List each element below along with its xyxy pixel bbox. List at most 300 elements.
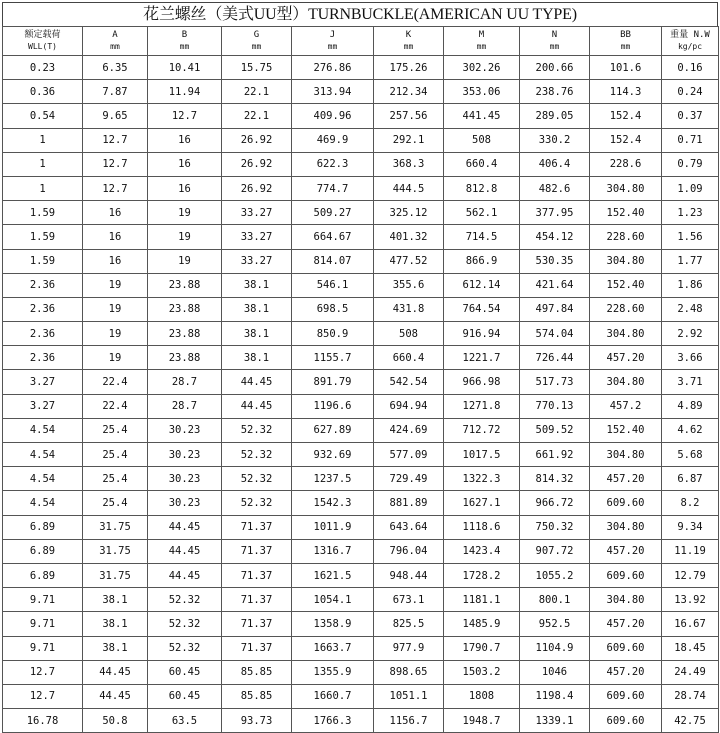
table-cell: 63.5 [148, 709, 222, 733]
table-cell: 482.6 [520, 176, 590, 200]
table-cell: 4.54 [3, 467, 83, 491]
table-cell: 660.4 [444, 152, 520, 176]
table-cell: 1271.8 [444, 394, 520, 418]
turnbuckle-spec-table [2, 26, 719, 733]
table-cell: 12.7 [83, 152, 148, 176]
table-cell: 694.94 [374, 394, 444, 418]
table-cell: 257.56 [374, 104, 444, 128]
table-cell: 1055.2 [520, 563, 590, 587]
table-cell: 16 [83, 201, 148, 225]
table-row [3, 297, 719, 321]
table-cell: 60.45 [148, 660, 222, 684]
table-cell: 1728.2 [444, 563, 520, 587]
table-cell: 9.71 [3, 588, 83, 612]
table-cell: 866.9 [444, 249, 520, 273]
table-cell: 23.88 [148, 346, 222, 370]
table-cell: 16 [148, 152, 222, 176]
table-cell: 457.2 [590, 394, 662, 418]
table-cell: 60.45 [148, 684, 222, 708]
table-cell: 6.89 [3, 563, 83, 587]
table-row [3, 322, 719, 346]
table-cell: 44.45 [222, 394, 292, 418]
column-header-label: M [478, 30, 485, 40]
table-cell: 774.7 [292, 176, 374, 200]
table-cell: 71.37 [222, 588, 292, 612]
table-cell: 38.1 [222, 273, 292, 297]
table-cell: 30.23 [148, 418, 222, 442]
table-cell: 627.89 [292, 418, 374, 442]
table-cell: 19 [83, 322, 148, 346]
table-cell: 23.88 [148, 273, 222, 297]
table-cell: 38.1 [83, 588, 148, 612]
table-cell: 1.77 [662, 249, 719, 273]
table-cell: 1322.3 [444, 467, 520, 491]
table-cell: 330.2 [520, 128, 590, 152]
table-cell: 4.89 [662, 394, 719, 418]
table-cell: 228.60 [590, 225, 662, 249]
table-cell: 562.1 [444, 201, 520, 225]
table-cell: 1051.1 [374, 684, 444, 708]
table-cell: 517.73 [520, 370, 590, 394]
table-cell: 2.36 [3, 322, 83, 346]
table-cell: 304.80 [590, 443, 662, 467]
table-cell: 1237.5 [292, 467, 374, 491]
table-cell: 38.1 [222, 346, 292, 370]
table-cell: 5.68 [662, 443, 719, 467]
table-cell: 25.4 [83, 491, 148, 515]
table-cell: 325.12 [374, 201, 444, 225]
table-cell: 52.32 [222, 467, 292, 491]
table-cell: 966.72 [520, 491, 590, 515]
table-cell: 698.5 [292, 297, 374, 321]
table-cell: 52.32 [148, 636, 222, 660]
table-cell: 1221.7 [444, 346, 520, 370]
table-cell: 457.20 [590, 660, 662, 684]
table-cell: 304.80 [590, 249, 662, 273]
table-cell: 1627.1 [444, 491, 520, 515]
table-cell: 622.3 [292, 152, 374, 176]
table-cell: 26.92 [222, 128, 292, 152]
table-cell: 22.4 [83, 370, 148, 394]
table-cell: 3.27 [3, 370, 83, 394]
table-cell: 770.13 [520, 394, 590, 418]
table-cell: 1011.9 [292, 515, 374, 539]
table-cell: 2.36 [3, 273, 83, 297]
table-cell: 13.92 [662, 588, 719, 612]
column-header-label: 额定载荷 [24, 30, 61, 40]
table-cell: 52.32 [148, 612, 222, 636]
table-row [3, 467, 719, 491]
table-row [3, 346, 719, 370]
table-cell: 0.23 [3, 56, 83, 80]
column-header-unit: WLL(T) [28, 42, 57, 51]
table-row [3, 612, 719, 636]
table-cell: 11.19 [662, 539, 719, 563]
table-cell: 228.60 [590, 297, 662, 321]
table-cell: 9.71 [3, 612, 83, 636]
table-cell: 19 [83, 346, 148, 370]
table-cell: 907.72 [520, 539, 590, 563]
table-cell: 52.32 [222, 418, 292, 442]
table-cell: 1.59 [3, 249, 83, 273]
table-cell: 23.88 [148, 322, 222, 346]
table-cell: 916.94 [444, 322, 520, 346]
table-cell: 16.78 [3, 709, 83, 733]
table-cell: 712.72 [444, 418, 520, 442]
table-cell: 1.86 [662, 273, 719, 297]
table-cell: 292.1 [374, 128, 444, 152]
table-cell: 25.4 [83, 467, 148, 491]
table-cell: 304.80 [590, 176, 662, 200]
column-header-unit: mm [620, 42, 631, 51]
table-cell: 0.71 [662, 128, 719, 152]
table-cell: 71.37 [222, 612, 292, 636]
table-cell: 1485.9 [444, 612, 520, 636]
table-cell: 1542.3 [292, 491, 374, 515]
table-cell: 800.1 [520, 588, 590, 612]
table-cell: 726.44 [520, 346, 590, 370]
table-cell: 401.32 [374, 225, 444, 249]
table-cell: 44.45 [83, 660, 148, 684]
table-cell: 406.4 [520, 152, 590, 176]
table-cell: 1 [3, 152, 83, 176]
column-header-label: 重量 N.W [670, 30, 710, 40]
table-cell: 16 [83, 225, 148, 249]
table-cell: 26.92 [222, 152, 292, 176]
table-cell: 33.27 [222, 249, 292, 273]
table-row [3, 225, 719, 249]
table-title: 花兰螺丝（美式UU型）TURNBUCKLE(AMERICAN UU TYPE) [2, 2, 718, 26]
table-cell: 23.88 [148, 297, 222, 321]
table-row [3, 201, 719, 225]
table-cell: 4.54 [3, 443, 83, 467]
table-row [3, 539, 719, 563]
table-cell: 152.4 [590, 104, 662, 128]
table-cell: 52.32 [222, 491, 292, 515]
table-cell: 0.54 [3, 104, 83, 128]
table-cell: 22.1 [222, 104, 292, 128]
table-cell: 1790.7 [444, 636, 520, 660]
table-cell: 304.80 [590, 322, 662, 346]
table-cell: 71.37 [222, 539, 292, 563]
table-cell: 1503.2 [444, 660, 520, 684]
table-cell: 16.67 [662, 612, 719, 636]
column-header-unit: mm [179, 42, 190, 51]
table-cell: 11.94 [148, 80, 222, 104]
table-cell: 71.37 [222, 515, 292, 539]
table-cell: 19 [148, 201, 222, 225]
table-cell: 6.89 [3, 515, 83, 539]
column-header [590, 27, 662, 56]
column-header-unit: mm [110, 42, 120, 51]
table-cell: 891.79 [292, 370, 374, 394]
table-cell: 643.64 [374, 515, 444, 539]
table-cell: 12.7 [148, 104, 222, 128]
table-cell: 12.79 [662, 563, 719, 587]
table-cell: 2.48 [662, 297, 719, 321]
table-row [3, 80, 719, 104]
table-cell: 2.36 [3, 297, 83, 321]
table-cell: 289.05 [520, 104, 590, 128]
table-cell: 377.95 [520, 201, 590, 225]
table-cell: 2.92 [662, 322, 719, 346]
table-cell: 477.52 [374, 249, 444, 273]
table-cell: 441.45 [444, 104, 520, 128]
table-cell: 509.27 [292, 201, 374, 225]
table-cell: 509.52 [520, 418, 590, 442]
table-cell: 0.16 [662, 56, 719, 80]
table-cell: 1423.4 [444, 539, 520, 563]
table-cell: 52.32 [222, 443, 292, 467]
table-cell: 212.34 [374, 80, 444, 104]
table-row [3, 588, 719, 612]
table-cell: 431.8 [374, 297, 444, 321]
column-header [3, 27, 83, 56]
table-cell: 661.92 [520, 443, 590, 467]
table-cell: 28.74 [662, 684, 719, 708]
table-cell: 577.09 [374, 443, 444, 467]
table-cell: 977.9 [374, 636, 444, 660]
table-cell: 1355.9 [292, 660, 374, 684]
table-cell: 966.98 [444, 370, 520, 394]
table-cell: 660.4 [374, 346, 444, 370]
table-row [3, 443, 719, 467]
column-header [292, 27, 374, 56]
table-row [3, 636, 719, 660]
table-cell: 6.87 [662, 467, 719, 491]
table-cell: 546.1 [292, 273, 374, 297]
header-row [3, 27, 719, 56]
table-cell: 1948.7 [444, 709, 520, 733]
column-header-unit: mm [549, 42, 560, 51]
table-cell: 881.89 [374, 491, 444, 515]
table-cell: 38.1 [222, 322, 292, 346]
table-cell: 8.2 [662, 491, 719, 515]
table-cell: 1155.7 [292, 346, 374, 370]
table-cell: 33.27 [222, 225, 292, 249]
table-cell: 93.73 [222, 709, 292, 733]
table-cell: 28.7 [148, 394, 222, 418]
table-cell: 44.45 [148, 539, 222, 563]
table-cell: 33.27 [222, 201, 292, 225]
table-cell: 304.80 [590, 588, 662, 612]
table-cell: 19 [148, 249, 222, 273]
table-cell: 454.12 [520, 225, 590, 249]
table-cell: 1316.7 [292, 539, 374, 563]
table-cell: 22.1 [222, 80, 292, 104]
column-header-label: K [405, 30, 412, 40]
table-cell: 42.75 [662, 709, 719, 733]
table-cell: 444.5 [374, 176, 444, 200]
table-cell: 1.23 [662, 201, 719, 225]
table-cell: 16 [148, 128, 222, 152]
table-cell: 71.37 [222, 563, 292, 587]
table-cell: 85.85 [222, 684, 292, 708]
table-cell: 238.76 [520, 80, 590, 104]
table-row [3, 684, 719, 708]
table-cell: 673.1 [374, 588, 444, 612]
table-cell: 16 [148, 176, 222, 200]
table-cell: 729.49 [374, 467, 444, 491]
table-cell: 30.23 [148, 467, 222, 491]
table-cell: 276.86 [292, 56, 374, 80]
table-cell: 664.67 [292, 225, 374, 249]
table-cell: 1046 [520, 660, 590, 684]
column-header [662, 27, 719, 56]
table-cell: 932.69 [292, 443, 374, 467]
table-cell: 355.6 [374, 273, 444, 297]
table-row [3, 709, 719, 733]
table-cell: 15.75 [222, 56, 292, 80]
table-row [3, 563, 719, 587]
table-cell: 0.24 [662, 80, 719, 104]
column-header [520, 27, 590, 56]
table-cell: 3.71 [662, 370, 719, 394]
table-cell: 457.20 [590, 346, 662, 370]
column-header [83, 27, 148, 56]
table-cell: 457.20 [590, 539, 662, 563]
table-cell: 1 [3, 128, 83, 152]
spec-sheet [2, 2, 718, 727]
table-cell: 948.44 [374, 563, 444, 587]
table-cell: 812.8 [444, 176, 520, 200]
table-cell: 2.36 [3, 346, 83, 370]
table-cell: 796.04 [374, 539, 444, 563]
table-cell: 152.40 [590, 201, 662, 225]
table-cell: 19 [148, 225, 222, 249]
table-cell: 85.85 [222, 660, 292, 684]
table-cell: 114.3 [590, 80, 662, 104]
table-cell: 25.4 [83, 418, 148, 442]
table-cell: 424.69 [374, 418, 444, 442]
table-cell: 12.7 [83, 176, 148, 200]
table-cell: 152.4 [590, 128, 662, 152]
table-row [3, 273, 719, 297]
table-cell: 609.60 [590, 709, 662, 733]
table-cell: 368.3 [374, 152, 444, 176]
table-cell: 10.41 [148, 56, 222, 80]
column-header-label: G [253, 30, 260, 40]
table-cell: 612.14 [444, 273, 520, 297]
table-cell: 3.27 [3, 394, 83, 418]
table-cell: 152.40 [590, 273, 662, 297]
table-cell: 71.37 [222, 636, 292, 660]
table-cell: 50.8 [83, 709, 148, 733]
table-cell: 24.49 [662, 660, 719, 684]
table-row [3, 491, 719, 515]
table-cell: 31.75 [83, 515, 148, 539]
table-row [3, 249, 719, 273]
table-cell: 469.9 [292, 128, 374, 152]
table-cell: 52.32 [148, 588, 222, 612]
column-header-unit: mm [251, 42, 262, 51]
table-cell: 28.7 [148, 370, 222, 394]
column-header [374, 27, 444, 56]
table-cell: 38.1 [83, 612, 148, 636]
column-header-unit: mm [476, 42, 487, 51]
table-row [3, 56, 719, 80]
table-cell: 6.89 [3, 539, 83, 563]
table-cell: 825.5 [374, 612, 444, 636]
table-cell: 542.54 [374, 370, 444, 394]
table-cell: 1621.5 [292, 563, 374, 587]
table-cell: 409.96 [292, 104, 374, 128]
table-cell: 31.75 [83, 563, 148, 587]
column-header [444, 27, 520, 56]
table-cell: 1.09 [662, 176, 719, 200]
table-cell: 952.5 [520, 612, 590, 636]
table-cell: 814.32 [520, 467, 590, 491]
column-header-label: B [181, 30, 188, 40]
table-cell: 1118.6 [444, 515, 520, 539]
table-cell: 12.7 [3, 684, 83, 708]
table-cell: 421.64 [520, 273, 590, 297]
table-cell: 764.54 [444, 297, 520, 321]
table-cell: 44.45 [83, 684, 148, 708]
table-cell: 508 [444, 128, 520, 152]
table-cell: 304.80 [590, 515, 662, 539]
table-cell: 1766.3 [292, 709, 374, 733]
table-row [3, 104, 719, 128]
table-cell: 0.79 [662, 152, 719, 176]
table-cell: 1 [3, 176, 83, 200]
table-cell: 4.62 [662, 418, 719, 442]
table-header [3, 27, 719, 56]
column-header-unit: mm [327, 42, 338, 51]
table-cell: 31.75 [83, 539, 148, 563]
table-cell: 1198.4 [520, 684, 590, 708]
table-cell: 4.54 [3, 418, 83, 442]
column-header [148, 27, 222, 56]
table-cell: 7.87 [83, 80, 148, 104]
table-row [3, 515, 719, 539]
table-cell: 313.94 [292, 80, 374, 104]
table-cell: 12.7 [3, 660, 83, 684]
table-cell: 38.1 [83, 636, 148, 660]
table-cell: 38.1 [222, 297, 292, 321]
column-header [222, 27, 292, 56]
table-cell: 18.45 [662, 636, 719, 660]
table-cell: 9.34 [662, 515, 719, 539]
table-cell: 609.60 [590, 636, 662, 660]
table-cell: 609.60 [590, 491, 662, 515]
table-cell: 26.92 [222, 176, 292, 200]
table-cell: 16 [83, 249, 148, 273]
table-cell: 1.56 [662, 225, 719, 249]
table-body [3, 56, 719, 733]
table-cell: 714.5 [444, 225, 520, 249]
table-cell: 353.06 [444, 80, 520, 104]
table-cell: 44.45 [148, 515, 222, 539]
table-cell: 12.7 [83, 128, 148, 152]
table-cell: 1339.1 [520, 709, 590, 733]
table-cell: 850.9 [292, 322, 374, 346]
table-cell: 1104.9 [520, 636, 590, 660]
table-cell: 9.65 [83, 104, 148, 128]
table-cell: 1054.1 [292, 588, 374, 612]
table-cell: 457.20 [590, 612, 662, 636]
table-cell: 497.84 [520, 297, 590, 321]
table-cell: 228.6 [590, 152, 662, 176]
table-cell: 1660.7 [292, 684, 374, 708]
table-cell: 0.36 [3, 80, 83, 104]
table-cell: 457.20 [590, 467, 662, 491]
column-header-unit: mm [403, 42, 414, 51]
table-cell: 19 [83, 273, 148, 297]
column-header-label: J [329, 30, 336, 40]
column-header-label: N [551, 30, 558, 40]
table-cell: 44.45 [222, 370, 292, 394]
